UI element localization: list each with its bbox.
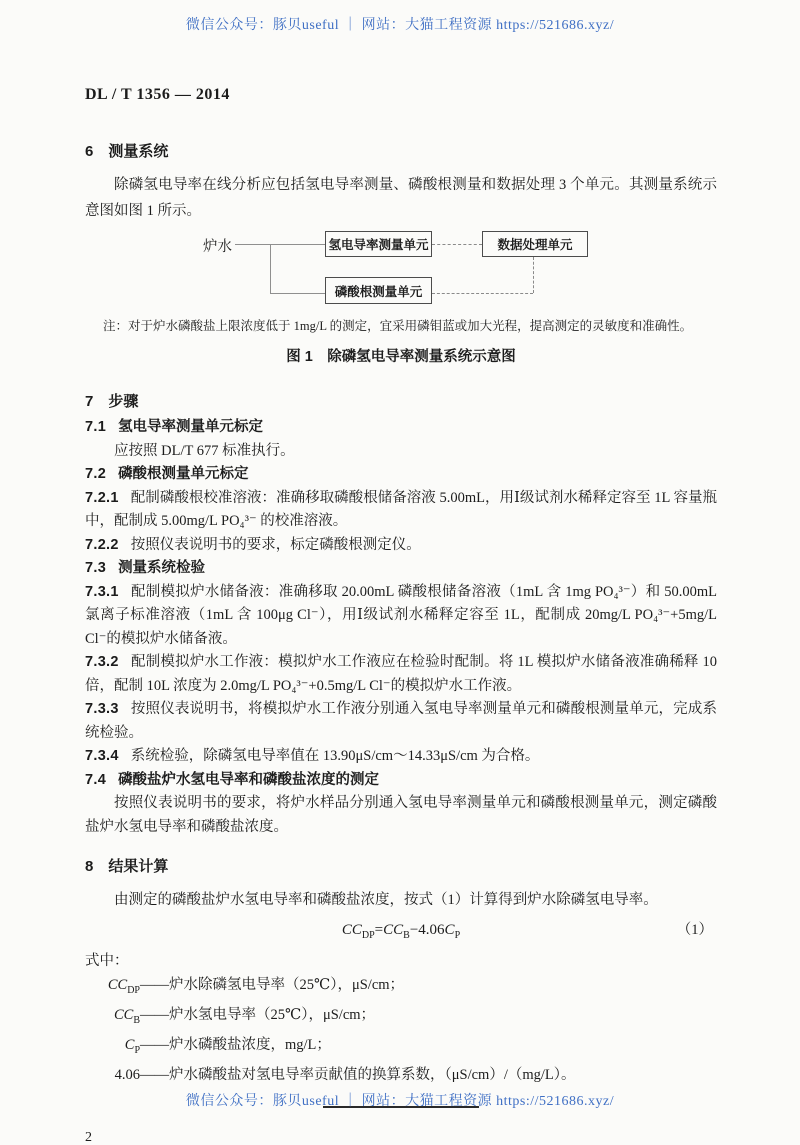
definition-ccb-sub: B (133, 1014, 140, 1026)
section-7-clauses (85, 416, 717, 839)
watermark-footer: 微信公众号：豚贝useful ｜ 网站：大猫工程资源 https://521686.xyz/ (185, 1094, 615, 1109)
clause-7-3-3 (85, 698, 717, 745)
equation-1-expression (341, 922, 461, 941)
clause-7-3 (85, 557, 717, 581)
data-processing-unit-label: 数据处理单元 (497, 238, 573, 252)
standard-number: DL / T 1356 — 2014 (85, 86, 230, 103)
definition-ccdp-symbol (85, 973, 140, 1003)
clause-7-1-body: 应按照 DL/T 677 标准执行。 (114, 442, 295, 459)
formula-sub-p: P (454, 930, 461, 941)
figure-1-note: 注：对于炉水磷酸盐上限浓度低于 1mg/L 的测定，宜采用磷钼蓝或加大光程，提高测定的灵敏度和准确性。 (103, 319, 693, 333)
clause-7-3-1-text: 配制模拟炉水储备液：准确移取 20.00mL 磷酸根储备溶液（1mL 含 1mg PO₄³⁻）和 50.00mL 氯离子标准溶液（1mL 含 100μg Cl⁻），用Ⅰ级试剂水稀释定容至 1L，配制成 20mg/L PO₄³⁻+5mg/L Cl⁻的模拟炉水储备液。 (85, 583, 717, 647)
figure-1-diagram (85, 231, 717, 309)
watermark-header: 微信公众号：豚贝useful ｜ 网站：大猫工程资源 https://521686.xyz/ (185, 18, 615, 33)
definition-cp (85, 1033, 717, 1063)
section-8-title: 结果计算 (108, 858, 169, 875)
clause-7-3-1 (85, 581, 717, 652)
boiler-water-label: 炉水 (203, 239, 232, 255)
clause-7-3-1-number: 7.3.1 (85, 583, 119, 600)
clause-7-2-1-number: 7.2.1 (85, 489, 119, 506)
formula-coefficient: −4.06 (409, 922, 445, 938)
clause-7-4 (85, 769, 717, 793)
definition-coefficient-text: ——炉水磷酸盐对氢电导率贡献值的换算系数，（μS/cm）/（mg/L）。 (140, 1066, 576, 1083)
clause-7-3-3-number: 7.3.3 (85, 701, 119, 717)
clause-7-3-2 (85, 651, 717, 698)
data-processing-unit-box (482, 231, 588, 257)
definition-ccb (85, 1003, 717, 1033)
formula-var-cp: C (444, 922, 455, 938)
clause-7-2-2-text: 按照仪表说明书的要求，标定磷酸根测定仪。 (130, 536, 421, 553)
formula-sub-b: B (403, 930, 410, 941)
page-number: 2 (85, 1129, 92, 1145)
figure-1-caption: 图 1 除磷氢电导率测量系统示意图 (286, 349, 516, 365)
formula-var-ccdp: CC (341, 922, 362, 938)
formula-equals: = (374, 922, 384, 938)
clause-7-3-title: 测量系统检验 (118, 560, 206, 576)
clause-7-2-2-number: 7.2.2 (85, 536, 119, 553)
definition-ccb-var: CC (113, 1006, 134, 1023)
section-7-title: 步骤 (108, 393, 139, 410)
definition-ccdp-var: CC (107, 977, 128, 993)
section-7-heading (85, 390, 717, 411)
clause-7-3-2-text: 配制模拟炉水工作液：模拟炉水工作液应在检验时配制。将 1L 模拟炉水储备液准确稀释 10 倍，配制 10L 浓度为 2.0mg/L PO₄³⁻+0.5mg/L Cl⁻的模拟炉水工作液。 (85, 654, 717, 694)
clause-7-2-title: 磷酸根测量单元标定 (118, 466, 249, 482)
definition-cp-text: ——炉水磷酸盐浓度，mg/L； (140, 1036, 331, 1053)
definition-cp-var: C (124, 1036, 135, 1053)
definition-ccdp-text: ——炉水除磷氢电导率（25℃），μS/cm； (140, 977, 405, 993)
connector-dashed-bottom (432, 293, 533, 294)
connector-dashed-top (432, 244, 482, 245)
section-6-heading (85, 140, 717, 161)
definition-coefficient-symbol: 4.06 (114, 1066, 140, 1083)
clause-7-1-number: 7.1 (85, 419, 107, 435)
where-label: 式中： (85, 953, 129, 969)
phosphate-unit-label: 磷酸根测量单元 (334, 284, 423, 299)
clause-7-2-1-text: 配制磷酸根校准溶液：准确移取磷酸根储备溶液 5.00mL，用Ⅰ级试剂水稀释定容至 1L 容量瓶中，配制成 5.00mg/L PO₄³⁻ 的校准溶液。 (85, 489, 717, 529)
clause-7-4-title: 磷酸盐炉水氢电导率和磷酸盐浓度的测定 (118, 771, 380, 788)
clause-7-2-2 (85, 534, 717, 558)
connector-solid-vertical (270, 244, 271, 293)
clause-7-3-4 (85, 745, 717, 769)
clause-7-3-4-text: 系统检验，除磷氢电导率值在 13.90μS/cm～14.33μS/cm 为合格。 (130, 748, 540, 764)
symbol-definitions (85, 973, 717, 1087)
conductivity-unit-label: 氢电导率测量单元 (328, 238, 429, 252)
clause-7-4-number: 7.4 (85, 771, 107, 788)
clause-7-1 (85, 416, 717, 440)
connector-solid-horizontal (235, 244, 325, 245)
clause-7-3-2-number: 7.3.2 (85, 654, 119, 670)
equation-1-number: （1） (676, 922, 713, 938)
section-6-title: 测量系统 (108, 143, 169, 160)
clause-7-1-title: 氢电导率测量单元标定 (118, 419, 264, 435)
formula-sub-dp: DP (361, 930, 375, 941)
clause-7-2 (85, 463, 717, 487)
connector-solid-branch (270, 293, 325, 294)
equation-1 (85, 917, 717, 949)
definition-coefficient (85, 1063, 717, 1087)
definition-cp-symbol (85, 1033, 140, 1063)
section-7-number: 7 (85, 393, 94, 410)
connector-dashed-vertical (533, 257, 534, 293)
definition-ccb-text: ——炉水氢电导率（25℃），μS/cm； (140, 1006, 376, 1023)
section-8-heading (85, 855, 717, 876)
section-6-intro: 除磷氢电导率在线分析应包括氢电导率测量、磷酸根测量和数据处理 3 个单元。其测量系统示意图如图 1 所示。 (85, 177, 717, 219)
section-8-intro: 由测定的磷酸盐炉水氢电导率和磷酸盐浓度，按式（1）计算得到炉水除磷氢电导率。 (114, 892, 658, 908)
definition-cp-sub: P (134, 1044, 140, 1056)
phosphate-unit-box (325, 277, 432, 304)
clause-7-2-number: 7.2 (85, 466, 107, 482)
page-content (85, 86, 717, 1145)
clause-7-3-number: 7.3 (85, 560, 107, 576)
definition-ccdp-sub: DP (127, 984, 140, 996)
definition-ccdp (85, 973, 717, 1003)
conductivity-unit-box (325, 231, 432, 257)
formula-var-ccb: CC (383, 922, 404, 938)
clause-7-3-3-text: 按照仪表说明书，将模拟炉水工作液分别通入氢电导率测量单元和磷酸根测量单元，完成系统检验。 (85, 701, 717, 741)
clause-7-2-1 (85, 487, 717, 534)
section-6-number: 6 (85, 143, 94, 160)
clause-7-3-4-number: 7.3.4 (85, 748, 119, 764)
section-8-number: 8 (85, 858, 94, 875)
definition-ccb-symbol (85, 1003, 140, 1033)
clause-7-4-body: 按照仪表说明书的要求，将炉水样品分别通入氢电导率测量单元和磷酸根测量单元，测定磷酸盐炉水氢电导率和磷酸盐浓度。 (85, 795, 717, 835)
